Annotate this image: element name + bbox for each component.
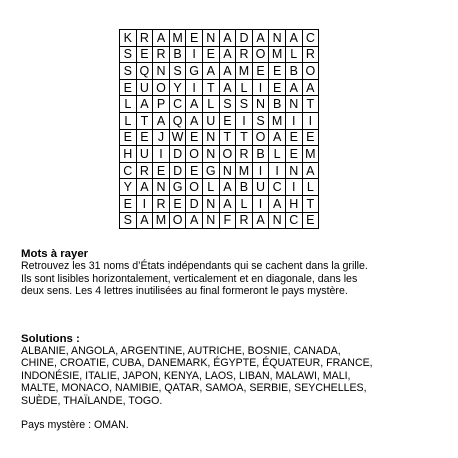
grid-cell[interactable]: A [219, 79, 236, 96]
grid-cell[interactable]: S [219, 96, 236, 113]
grid-cell[interactable]: H [120, 146, 137, 163]
grid-cell[interactable]: A [252, 212, 269, 229]
grid-cell[interactable]: J [153, 129, 170, 146]
solutions-line: SUÈDE, THAÏLANDE, TOGO. [21, 394, 163, 407]
grid-row [120, 179, 319, 196]
grid-cell[interactable]: A [186, 112, 203, 129]
grid-cell[interactable]: C [269, 179, 286, 196]
grid-cell[interactable]: E [120, 195, 137, 212]
grid-cell[interactable]: L [302, 179, 319, 196]
grid-cell[interactable]: A [219, 63, 236, 80]
grid-cell[interactable]: A [302, 79, 319, 96]
instructions-line: Retrouvez les 31 noms d’États indépendants qui se cachent dans la grille. [21, 260, 368, 273]
grid-cell[interactable]: M [153, 212, 170, 229]
grid-cell[interactable]: A [136, 179, 153, 196]
grid-cell[interactable]: A [252, 30, 269, 47]
grid-cell[interactable]: M [236, 162, 253, 179]
grid-cell[interactable]: S [236, 96, 253, 113]
grid-cell[interactable]: T [202, 79, 219, 96]
grid-cell[interactable]: M [269, 112, 286, 129]
grid-cell[interactable]: A [285, 30, 302, 47]
solutions-line: CHINE, CROATIE, CUBA, DANEMARK, ÉGYPTE, ÉQUATEUR, FRANCE, [21, 357, 373, 370]
grid-cell[interactable]: R [236, 146, 253, 163]
grid-row [120, 46, 319, 63]
grid-cell[interactable]: L [236, 195, 253, 212]
grid-cell[interactable]: O [219, 146, 236, 163]
grid-cell[interactable]: L [269, 146, 286, 163]
grid-cell[interactable]: I [252, 79, 269, 96]
grid-cell[interactable]: U [252, 179, 269, 196]
grid-cell[interactable]: E [269, 63, 286, 80]
grid-cell[interactable]: R [136, 162, 153, 179]
text-block [21, 248, 441, 431]
grid-cell[interactable]: E [169, 195, 186, 212]
grid-cell[interactable]: E [269, 79, 286, 96]
grid-cell[interactable]: N [269, 30, 286, 47]
grid-cell[interactable]: E [186, 30, 203, 47]
grid-cell[interactable]: S [120, 63, 137, 80]
grid-cell[interactable]: N [285, 162, 302, 179]
grid-cell[interactable]: A [153, 112, 170, 129]
grid-cell[interactable]: D [186, 195, 203, 212]
grid-cell[interactable]: I [252, 195, 269, 212]
grid-cell[interactable]: B [285, 63, 302, 80]
grid-cell[interactable]: K [120, 30, 137, 47]
grid-cell[interactable]: I [153, 146, 170, 163]
grid-cell[interactable]: A [219, 46, 236, 63]
grid-cell[interactable]: A [269, 129, 286, 146]
grid-cell[interactable]: G [169, 179, 186, 196]
grid-cell[interactable]: I [186, 46, 203, 63]
grid-cell[interactable]: N [202, 212, 219, 229]
grid-cell[interactable]: U [136, 146, 153, 163]
grid-cell[interactable]: I [285, 112, 302, 129]
grid-cell[interactable]: U [202, 112, 219, 129]
grid-cell[interactable]: A [219, 195, 236, 212]
grid-cell[interactable]: E [186, 162, 203, 179]
grid-cell[interactable]: Y [120, 179, 137, 196]
grid-cell[interactable]: S [169, 63, 186, 80]
grid-cell[interactable]: W [169, 129, 186, 146]
grid-cell[interactable]: L [202, 179, 219, 196]
grid-cell[interactable]: I [269, 162, 286, 179]
grid-row [120, 195, 319, 212]
grid-cell[interactable]: S [120, 212, 137, 229]
grid-cell[interactable]: E [302, 129, 319, 146]
solutions-line: MALTE, MONACO, NAMIBIE, QATAR, SAMOA, SERBIE, SEYCHELLES, [21, 382, 367, 395]
solutions-title: Solutions : [21, 332, 80, 345]
grid-cell[interactable]: B [269, 96, 286, 113]
grid-cell[interactable]: D [236, 30, 253, 47]
grid-cell[interactable]: R [153, 195, 170, 212]
grid-cell[interactable]: I [302, 112, 319, 129]
grid-row [120, 129, 319, 146]
grid-cell[interactable]: T [219, 129, 236, 146]
grid-cell[interactable]: O [169, 212, 186, 229]
grid-cell[interactable]: D [169, 146, 186, 163]
grid-cell[interactable]: A [219, 179, 236, 196]
grid-cell[interactable]: T [302, 195, 319, 212]
grid-cell[interactable]: O [153, 79, 170, 96]
grid-cell[interactable]: C [120, 162, 137, 179]
grid-cell[interactable]: O [186, 179, 203, 196]
grid-cell[interactable]: T [236, 129, 253, 146]
mystery-country: Pays mystère : OMAN. [21, 419, 129, 432]
grid-cell[interactable]: C [285, 212, 302, 229]
grid-cell[interactable]: N [269, 212, 286, 229]
grid-cell[interactable]: A [186, 212, 203, 229]
grid-cell[interactable]: A [136, 96, 153, 113]
grid-cell[interactable]: N [285, 96, 302, 113]
grid-cell[interactable]: A [285, 79, 302, 96]
solutions-line: INDONÉSIE, ITALIE, JAPON, KENYA, LAOS, LIBAN, MALAWI, MALI, [21, 369, 351, 382]
grid-cell[interactable]: M [236, 63, 253, 80]
grid-cell[interactable]: L [120, 112, 137, 129]
grid-cell[interactable]: L [120, 96, 137, 113]
solutions-line: ALBANIE, ANGOLA, ARGENTINE, AUTRICHE, BOSNIE, CANADA, [21, 345, 341, 358]
grid-cell[interactable]: U [136, 79, 153, 96]
grid-cell[interactable]: E [285, 129, 302, 146]
grid-cell[interactable]: N [252, 96, 269, 113]
grid-cell[interactable]: R [302, 46, 319, 63]
grid-row [120, 96, 319, 113]
grid-cell[interactable]: G [202, 162, 219, 179]
grid-cell[interactable]: N [202, 129, 219, 146]
grid-cell[interactable]: Q [169, 112, 186, 129]
grid-cell[interactable]: A [136, 212, 153, 229]
instructions-title: Mots à rayer [21, 248, 89, 260]
grid-cell[interactable]: R [236, 212, 253, 229]
grid-cell[interactable]: O [186, 146, 203, 163]
grid-cell[interactable]: T [302, 96, 319, 113]
grid-cell[interactable]: E [302, 212, 319, 229]
grid-cell[interactable]: N [202, 146, 219, 163]
instructions-line: Ils sont lisibles horizontalement, verticalement et en diagonale, dans les [21, 272, 358, 285]
grid-cell[interactable]: Q [136, 63, 153, 80]
grid-cell[interactable]: E [252, 63, 269, 80]
grid-cell[interactable]: R [136, 30, 153, 47]
grid-cell[interactable]: R [153, 46, 170, 63]
grid-cell[interactable]: I [136, 195, 153, 212]
grid-cell[interactable]: N [219, 162, 236, 179]
grid-cell[interactable]: C [302, 30, 319, 47]
grid-cell[interactable]: O [302, 63, 319, 80]
grid-cell[interactable]: E [136, 129, 153, 146]
word-search-grid [119, 29, 319, 229]
grid-cell[interactable]: E [120, 129, 137, 146]
grid-row [120, 162, 319, 179]
grid-cell[interactable]: L [236, 79, 253, 96]
grid-cell[interactable]: O [252, 129, 269, 146]
grid-cell[interactable]: E [153, 162, 170, 179]
grid-cell[interactable]: A [302, 162, 319, 179]
grid-cell[interactable]: N [202, 30, 219, 47]
grid-row [120, 30, 319, 47]
grid-cell[interactable]: E [120, 79, 137, 96]
grid-cell[interactable]: E [219, 112, 236, 129]
grid-row [120, 112, 319, 129]
grid-row [120, 146, 319, 163]
grid-cell[interactable]: M [269, 46, 286, 63]
grid-cell[interactable]: I [236, 112, 253, 129]
grid-cell[interactable]: A [269, 195, 286, 212]
instructions-line: deux sens. Les 4 lettres inutilisées au final formeront le pays mystère. [21, 285, 348, 298]
grid-cell[interactable]: P [153, 96, 170, 113]
grid-cell[interactable]: H [285, 195, 302, 212]
grid-cell[interactable]: A [186, 96, 203, 113]
grid-cell[interactable]: B [252, 146, 269, 163]
grid-cell[interactable]: L [285, 46, 302, 63]
grid-cell[interactable]: Y [169, 79, 186, 96]
grid-cell[interactable]: E [186, 129, 203, 146]
grid-cell[interactable]: B [169, 46, 186, 63]
grid-cell[interactable]: M [302, 146, 319, 163]
grid-cell[interactable]: L [202, 96, 219, 113]
grid-cell[interactable]: S [120, 46, 137, 63]
grid-row [120, 63, 319, 80]
grid-cell[interactable]: O [252, 46, 269, 63]
grid-cell[interactable]: I [186, 79, 203, 96]
grid-cell[interactable]: M [169, 30, 186, 47]
grid-cell[interactable]: S [252, 112, 269, 129]
grid-cell[interactable]: R [236, 46, 253, 63]
grid-cell[interactable]: A [202, 63, 219, 80]
grid-cell[interactable]: I [285, 179, 302, 196]
grid-cell[interactable]: N [202, 195, 219, 212]
grid-cell[interactable]: E [285, 146, 302, 163]
grid-cell[interactable]: C [169, 96, 186, 113]
grid-cell[interactable]: T [136, 112, 153, 129]
grid-cell[interactable]: N [153, 63, 170, 80]
grid-cell[interactable]: E [136, 46, 153, 63]
grid-cell[interactable]: F [219, 212, 236, 229]
word-search-grid-container [119, 29, 319, 229]
grid-cell[interactable]: B [236, 179, 253, 196]
grid-cell[interactable]: D [169, 162, 186, 179]
grid-cell[interactable]: A [153, 30, 170, 47]
grid-cell[interactable]: A [219, 30, 236, 47]
grid-cell[interactable]: G [186, 63, 203, 80]
grid-cell[interactable]: N [153, 179, 170, 196]
grid-cell[interactable]: E [202, 46, 219, 63]
grid-row [120, 212, 319, 229]
grid-row [120, 79, 319, 96]
grid-cell[interactable]: I [252, 162, 269, 179]
